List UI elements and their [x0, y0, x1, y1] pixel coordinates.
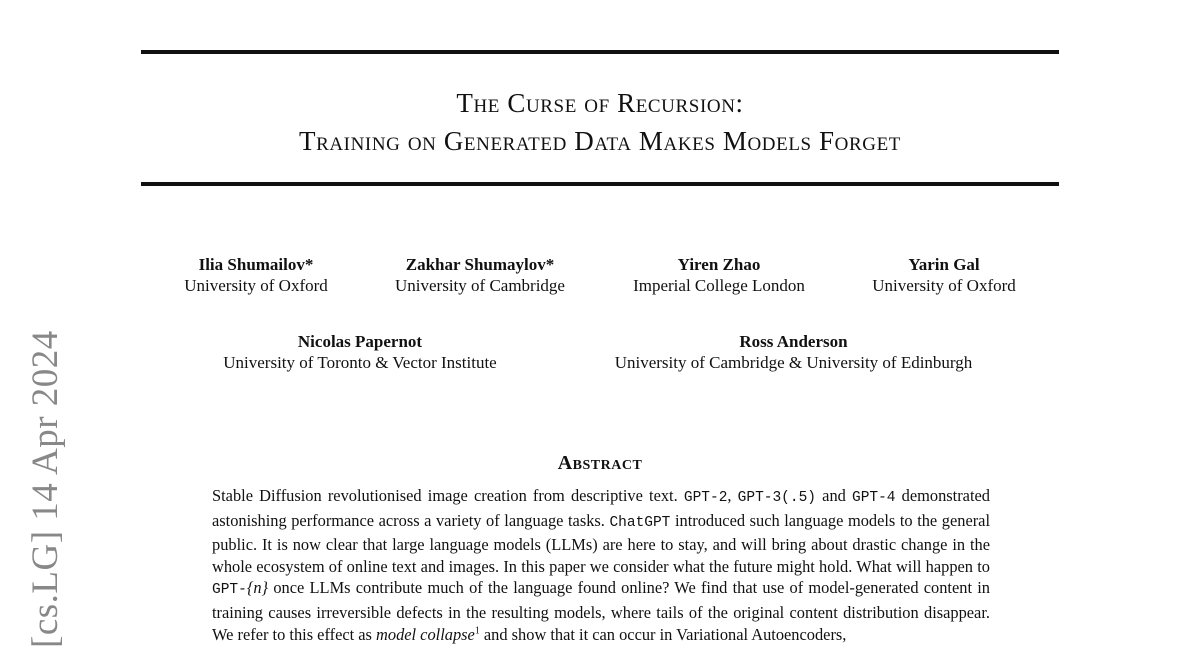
model-name-gpt2: GPT-2: [683, 490, 728, 506]
author-affiliation: University of Cambridge: [395, 276, 565, 295]
abstract-text: Stable Diffusion revolutionised image creation from descriptive text.: [212, 486, 684, 505]
author-name: Ross Anderson: [739, 332, 848, 351]
author-name: Ilia Shumailov*: [198, 255, 314, 274]
paper-title: [141, 84, 1059, 160]
author-block: [862, 254, 1026, 296]
footnote-marker[interactable]: 1: [474, 625, 480, 637]
model-name-gptn-index: {n}: [246, 578, 269, 598]
author-affiliation: University of Cambridge & University of Edinburgh: [614, 353, 973, 372]
model-name-gpt3: GPT-3(.5): [737, 490, 816, 506]
author-name: Nicolas Papernot: [297, 332, 423, 351]
title-line-2: Training on Generated Data Makes Models Forget: [298, 126, 901, 156]
author-affiliation: University of Oxford: [872, 276, 1016, 295]
author-block: [174, 254, 338, 296]
abstract-text: ,: [727, 486, 738, 505]
author-name: Yarin Gal: [908, 255, 980, 274]
author-affiliation: University of Toronto & Vector Institute: [223, 353, 497, 372]
abstract-text: and show that it can occur in Variational Autoencoders,: [479, 624, 847, 644]
title-bottom-rule: [141, 182, 1059, 186]
model-name-gptn: GPT-: [212, 582, 247, 599]
abstract-heading: Abstract: [557, 452, 643, 474]
abstract-text: introduced such language models to the general public. It is now clear that large language models (LLMs) are here to stay, and will bring about drastic change in the whole ecosystem of online text and images. In this paper we consider what the future might hold. What will happen to: [212, 510, 991, 576]
model-name-chatgpt: ChatGPT: [609, 514, 671, 531]
abstract-text: demonstrated astonishing performance across a variety of language tasks.: [212, 486, 990, 530]
author-affiliation: University of Oxford: [184, 276, 328, 295]
author-affiliation: Imperial College London: [633, 276, 805, 295]
abstract-body: [212, 485, 990, 645]
model-name-gpt4: GPT-4: [852, 490, 896, 506]
abstract-text: once LLMs contribute much of the language found online? We find that use of model-generated content in training causes irreversible defects in the resulting models, where tails of the original content distribution disappear. We refer to this effect as: [212, 578, 990, 644]
author-block: [382, 254, 578, 296]
abstract-text: and: [816, 486, 852, 505]
title-line-1: The Curse of Recursion:: [456, 88, 744, 118]
title-top-rule: [141, 50, 1059, 54]
author-name: Zakhar Shumaylov*: [405, 255, 555, 274]
term-model-collapse: model collapse: [376, 624, 475, 644]
author-block: [620, 254, 818, 296]
author-block: [589, 331, 998, 373]
arxiv-sidebar-stamp: [cs.LG] 14 Apr 2024: [25, 330, 66, 648]
author-name: Yiren Zhao: [677, 255, 761, 274]
author-block: [203, 331, 517, 373]
